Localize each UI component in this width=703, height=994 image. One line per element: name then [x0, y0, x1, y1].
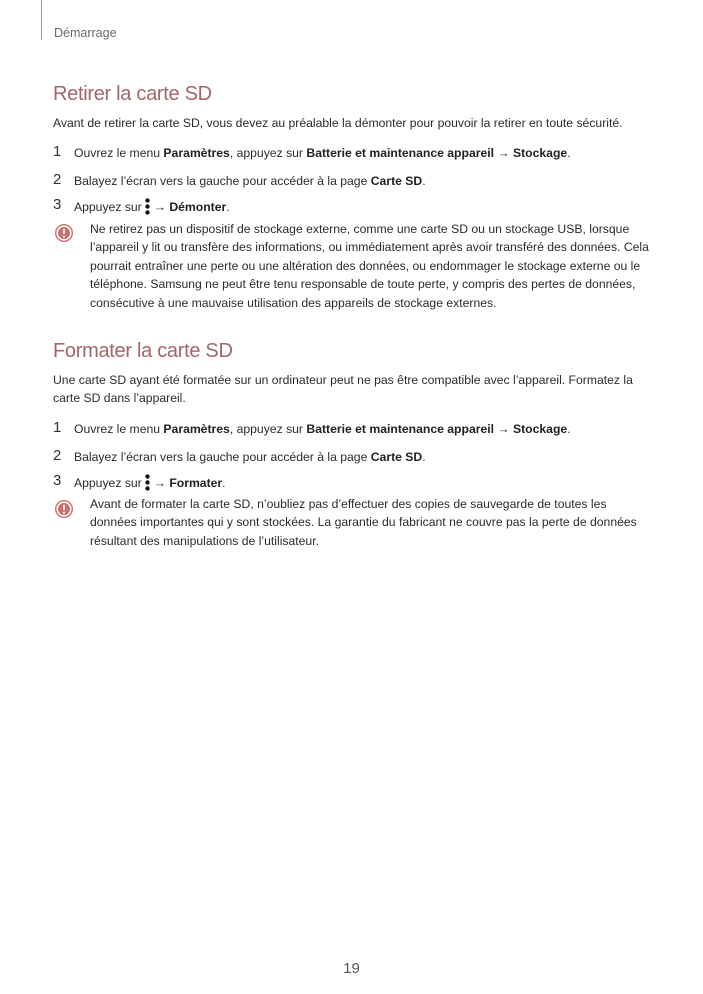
- step-number: 2: [53, 447, 62, 464]
- section-intro-retirer: Avant de retirer la carte SD, vous devez au préalable la démonter pour pouvoir la retirer en toute sécurité.: [53, 116, 623, 130]
- breadcrumb: Démarrage: [54, 26, 117, 40]
- step-number: 3: [53, 196, 62, 213]
- step-number: 1: [53, 143, 62, 160]
- header-divider: [41, 0, 42, 40]
- step-text: Balayez l’écran vers la gauche pour accéder à la page Carte SD.: [74, 450, 426, 464]
- caution-icon: [55, 500, 73, 518]
- more-options-icon: [144, 198, 151, 215]
- step-number: 3: [53, 472, 62, 489]
- section-intro-formater: Une carte SD ayant été formatée sur un ordinateur peut ne pas être compatible avec l’appareil. Formatez la carte SD dans l’appareil.: [53, 373, 633, 405]
- step-text: Appuyez sur → Formater.: [74, 476, 226, 490]
- step-number: 2: [53, 171, 62, 188]
- step-text: Ouvrez le menu Paramètres, appuyez sur Batterie et maintenance appareil → Stockage.: [74, 146, 571, 160]
- section-title-retirer: Retirer la carte SD: [53, 83, 212, 105]
- more-options-icon: [144, 474, 151, 491]
- section-title-formater: Formater la carte SD: [53, 340, 233, 362]
- step-number: 1: [53, 419, 62, 436]
- step-text: Ouvrez le menu Paramètres, appuyez sur Batterie et maintenance appareil → Stockage.: [74, 422, 571, 436]
- caution-note-retirer: Ne retirez pas un dispositif de stockage externe, comme une carte SD ou un stockage USB, lorsque l’appareil y lit ou transfère des informations, ou immédiatement après avoir transféré des données. Cela pourrait entraîner une perte ou une altération des données, ou endommager le stockage externe ou le téléphone. Samsung ne peut être tenu responsable de toute perte, y compris des pertes de données, consécutive à une mauvaise utilisation des appareils de stockage externes.: [90, 222, 649, 310]
- caution-icon: [55, 224, 73, 242]
- caution-note-formater: Avant de formater la carte SD, n’oubliez pas d’effectuer des copies de sauvegarde de toutes les données importantes qui y sont stockées. La garantie du fabricant ne couvre pas la perte de données résultant des manipulations de l’utilisateur.: [90, 497, 637, 548]
- step-text: Balayez l’écran vers la gauche pour accéder à la page Carte SD.: [74, 174, 426, 188]
- step-text: Appuyez sur → Démonter.: [74, 200, 230, 214]
- page-number: 19: [343, 960, 360, 977]
